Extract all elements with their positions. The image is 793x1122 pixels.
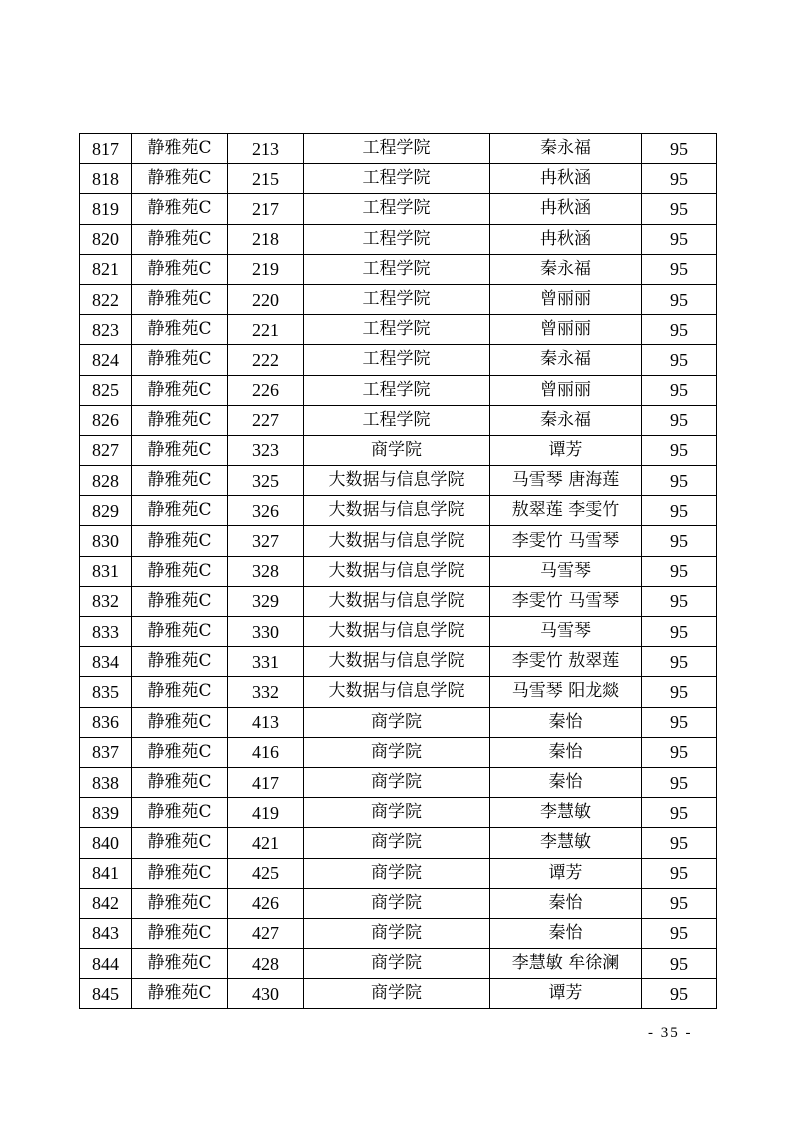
row-index-cell: 826 [80,405,132,435]
table-row [80,767,717,797]
table-row [80,737,717,767]
building-cell: 静雅苑C [132,164,228,194]
college-cell: 商学院 [304,798,490,828]
building-cell: 静雅苑C [132,858,228,888]
row-index-cell: 825 [80,375,132,405]
building-cell: 静雅苑C [132,375,228,405]
row-index-cell: 820 [80,224,132,254]
table-row [80,617,717,647]
score-cell: 95 [642,284,717,314]
score-cell: 95 [642,888,717,918]
building-cell: 静雅苑C [132,979,228,1009]
score-cell: 95 [642,737,717,767]
row-index-cell: 833 [80,617,132,647]
score-cell: 95 [642,707,717,737]
counselor-cell: 曾丽丽 [490,315,642,345]
counselor-cell: 秦永福 [490,254,642,284]
building-cell: 静雅苑C [132,466,228,496]
room-cell: 215 [228,164,304,194]
college-cell: 商学院 [304,888,490,918]
college-cell: 大数据与信息学院 [304,677,490,707]
counselor-cell: 秦怡 [490,918,642,948]
building-cell: 静雅苑C [132,345,228,375]
college-cell: 商学院 [304,828,490,858]
table-row [80,798,717,828]
building-cell: 静雅苑C [132,254,228,284]
room-cell: 419 [228,798,304,828]
building-cell: 静雅苑C [132,496,228,526]
building-cell: 静雅苑C [132,828,228,858]
room-cell: 328 [228,556,304,586]
score-cell: 95 [642,164,717,194]
college-cell: 工程学院 [304,405,490,435]
row-index-cell: 836 [80,707,132,737]
row-index-cell: 838 [80,767,132,797]
counselor-cell: 冉秋涵 [490,194,642,224]
building-cell: 静雅苑C [132,798,228,828]
table-row [80,888,717,918]
row-index-cell: 844 [80,949,132,979]
building-cell: 静雅苑C [132,677,228,707]
row-index-cell: 830 [80,526,132,556]
score-cell: 95 [642,979,717,1009]
counselor-cell: 秦怡 [490,707,642,737]
college-cell: 大数据与信息学院 [304,556,490,586]
room-cell: 219 [228,254,304,284]
counselor-cell: 秦永福 [490,134,642,164]
college-cell: 商学院 [304,918,490,948]
counselor-cell: 秦永福 [490,405,642,435]
counselor-cell: 马雪琴 唐海莲 [490,466,642,496]
score-cell: 95 [642,677,717,707]
table-row [80,677,717,707]
score-cell: 95 [642,435,717,465]
row-index-cell: 841 [80,858,132,888]
building-cell: 静雅苑C [132,194,228,224]
counselor-cell: 马雪琴 [490,556,642,586]
row-index-cell: 834 [80,647,132,677]
room-cell: 330 [228,617,304,647]
score-cell: 95 [642,798,717,828]
room-cell: 217 [228,194,304,224]
score-cell: 95 [642,496,717,526]
college-cell: 商学院 [304,737,490,767]
counselor-cell: 秦怡 [490,737,642,767]
table-row [80,526,717,556]
room-cell: 430 [228,979,304,1009]
room-cell: 323 [228,435,304,465]
room-cell: 332 [228,677,304,707]
table-row [80,858,717,888]
counselor-cell: 马雪琴 阳龙燚 [490,677,642,707]
room-cell: 425 [228,858,304,888]
room-cell: 428 [228,949,304,979]
counselor-cell: 李慧敏 [490,798,642,828]
table-row [80,918,717,948]
row-index-cell: 824 [80,345,132,375]
room-cell: 417 [228,767,304,797]
score-cell: 95 [642,345,717,375]
counselor-cell: 冉秋涵 [490,224,642,254]
counselor-cell: 曾丽丽 [490,284,642,314]
row-index-cell: 845 [80,979,132,1009]
building-cell: 静雅苑C [132,707,228,737]
room-cell: 327 [228,526,304,556]
score-cell: 95 [642,949,717,979]
table-row [80,949,717,979]
room-cell: 427 [228,918,304,948]
table-body [80,134,717,1009]
college-cell: 大数据与信息学院 [304,496,490,526]
college-cell: 大数据与信息学院 [304,526,490,556]
counselor-cell: 李慧敏 牟徐澜 [490,949,642,979]
room-cell: 227 [228,405,304,435]
college-cell: 工程学院 [304,315,490,345]
counselor-cell: 秦永福 [490,345,642,375]
college-cell: 商学院 [304,767,490,797]
counselor-cell: 马雪琴 [490,617,642,647]
room-cell: 222 [228,345,304,375]
row-index-cell: 840 [80,828,132,858]
score-cell: 95 [642,586,717,616]
room-cell: 426 [228,888,304,918]
college-cell: 工程学院 [304,194,490,224]
row-index-cell: 837 [80,737,132,767]
college-cell: 工程学院 [304,375,490,405]
table-row [80,134,717,164]
building-cell: 静雅苑C [132,647,228,677]
score-cell: 95 [642,828,717,858]
room-cell: 220 [228,284,304,314]
college-cell: 工程学院 [304,224,490,254]
college-cell: 工程学院 [304,134,490,164]
room-cell: 421 [228,828,304,858]
row-index-cell: 823 [80,315,132,345]
score-cell: 95 [642,315,717,345]
building-cell: 静雅苑C [132,888,228,918]
college-cell: 大数据与信息学院 [304,586,490,616]
row-index-cell: 819 [80,194,132,224]
row-index-cell: 821 [80,254,132,284]
counselor-cell: 谭芳 [490,979,642,1009]
score-cell: 95 [642,556,717,586]
score-cell: 95 [642,767,717,797]
table-row [80,254,717,284]
counselor-cell: 秦怡 [490,767,642,797]
room-cell: 413 [228,707,304,737]
row-index-cell: 822 [80,284,132,314]
table-row [80,647,717,677]
room-cell: 218 [228,224,304,254]
score-cell: 95 [642,405,717,435]
college-cell: 商学院 [304,949,490,979]
table-row [80,224,717,254]
counselor-cell: 谭芳 [490,435,642,465]
row-index-cell: 828 [80,466,132,496]
score-cell: 95 [642,617,717,647]
counselor-cell: 秦怡 [490,888,642,918]
building-cell: 静雅苑C [132,405,228,435]
table-row [80,315,717,345]
counselor-cell: 敖翠莲 李雯竹 [490,496,642,526]
counselor-cell: 谭芳 [490,858,642,888]
table-row [80,405,717,435]
building-cell: 静雅苑C [132,586,228,616]
row-index-cell: 827 [80,435,132,465]
building-cell: 静雅苑C [132,435,228,465]
building-cell: 静雅苑C [132,617,228,647]
table-row [80,164,717,194]
room-cell: 416 [228,737,304,767]
college-cell: 商学院 [304,979,490,1009]
college-cell: 工程学院 [304,164,490,194]
table-row [80,466,717,496]
college-cell: 大数据与信息学院 [304,617,490,647]
building-cell: 静雅苑C [132,134,228,164]
building-cell: 静雅苑C [132,284,228,314]
room-cell: 331 [228,647,304,677]
score-cell: 95 [642,375,717,405]
row-index-cell: 829 [80,496,132,526]
score-cell: 95 [642,526,717,556]
row-index-cell: 843 [80,918,132,948]
counselor-cell: 李雯竹 马雪琴 [490,586,642,616]
row-index-cell: 842 [80,888,132,918]
college-cell: 商学院 [304,858,490,888]
row-index-cell: 835 [80,677,132,707]
table-row [80,435,717,465]
score-cell: 95 [642,134,717,164]
table-row [80,707,717,737]
building-cell: 静雅苑C [132,918,228,948]
college-cell: 大数据与信息学院 [304,466,490,496]
building-cell: 静雅苑C [132,315,228,345]
building-cell: 静雅苑C [132,556,228,586]
building-cell: 静雅苑C [132,949,228,979]
building-cell: 静雅苑C [132,526,228,556]
room-cell: 329 [228,586,304,616]
college-cell: 工程学院 [304,284,490,314]
building-cell: 静雅苑C [132,224,228,254]
building-cell: 静雅苑C [132,767,228,797]
college-cell: 大数据与信息学院 [304,647,490,677]
table-row [80,979,717,1009]
row-index-cell: 832 [80,586,132,616]
building-cell: 静雅苑C [132,737,228,767]
score-cell: 95 [642,858,717,888]
row-index-cell: 818 [80,164,132,194]
row-index-cell: 831 [80,556,132,586]
room-cell: 326 [228,496,304,526]
table-row [80,496,717,526]
room-cell: 213 [228,134,304,164]
table-row [80,194,717,224]
table-row [80,828,717,858]
row-index-cell: 817 [80,134,132,164]
score-cell: 95 [642,224,717,254]
table-row [80,586,717,616]
score-cell: 95 [642,466,717,496]
score-cell: 95 [642,918,717,948]
college-cell: 工程学院 [304,254,490,284]
row-index-cell: 839 [80,798,132,828]
room-cell: 221 [228,315,304,345]
score-cell: 95 [642,254,717,284]
page-number: - 35 - [648,1025,693,1041]
college-cell: 工程学院 [304,345,490,375]
counselor-cell: 曾丽丽 [490,375,642,405]
score-cell: 95 [642,647,717,677]
table-row [80,284,717,314]
score-cell: 95 [642,194,717,224]
counselor-cell: 冉秋涵 [490,164,642,194]
college-cell: 商学院 [304,435,490,465]
counselor-cell: 李慧敏 [490,828,642,858]
table-row [80,345,717,375]
dormitory-score-table [79,133,717,1009]
table-row [80,556,717,586]
counselor-cell: 李雯竹 马雪琴 [490,526,642,556]
room-cell: 226 [228,375,304,405]
table-row [80,375,717,405]
counselor-cell: 李雯竹 敖翠莲 [490,647,642,677]
room-cell: 325 [228,466,304,496]
college-cell: 商学院 [304,707,490,737]
